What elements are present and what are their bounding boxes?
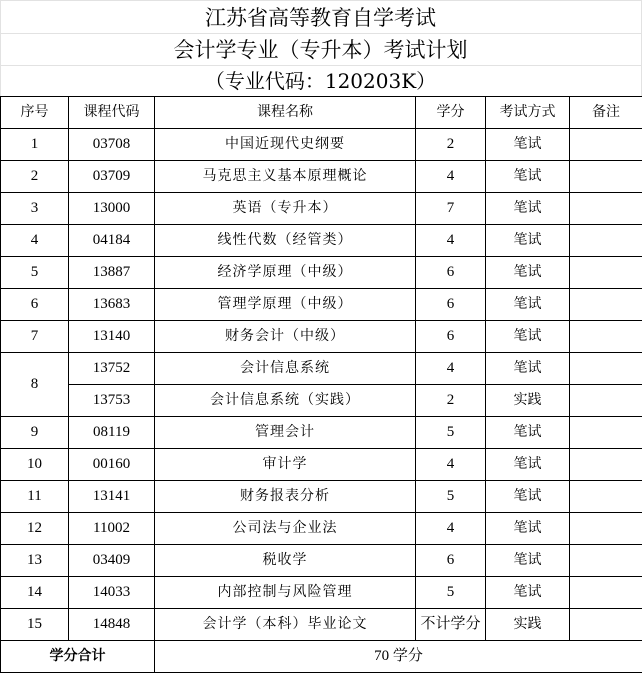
course-code: 00160 <box>69 449 155 481</box>
course-credit: 4 <box>416 161 486 193</box>
table-row <box>1 193 642 225</box>
course-name: 会计信息系统 <box>155 353 416 385</box>
course-name: 英语（专升本） <box>155 193 416 225</box>
total-row <box>1 641 642 673</box>
course-name: 财务报表分析 <box>155 481 416 513</box>
header-no: 序号 <box>1 97 69 129</box>
exam-method: 实践 <box>486 609 570 641</box>
remark-cell <box>570 193 642 225</box>
course-code: 13141 <box>69 481 155 513</box>
course-code: 13683 <box>69 289 155 321</box>
table-row <box>1 161 642 193</box>
table-row <box>1 129 642 161</box>
course-credit: 6 <box>416 545 486 577</box>
row-no: 6 <box>1 289 69 321</box>
course-name: 审计学 <box>155 449 416 481</box>
exam-method: 笔试 <box>486 481 570 513</box>
table-row <box>1 417 642 449</box>
table-row <box>1 353 642 385</box>
remark-cell <box>570 513 642 545</box>
table-header-row <box>1 97 642 129</box>
row-no: 7 <box>1 321 69 353</box>
course-credit: 4 <box>416 353 486 385</box>
table-row <box>1 449 642 481</box>
remark-cell <box>570 353 642 385</box>
exam-method: 实践 <box>486 385 570 417</box>
exam-method: 笔试 <box>486 225 570 257</box>
exam-plan-table <box>0 96 642 673</box>
exam-method: 笔试 <box>486 545 570 577</box>
exam-method: 笔试 <box>486 129 570 161</box>
course-credit: 4 <box>416 225 486 257</box>
course-code: 14033 <box>69 577 155 609</box>
remark-cell <box>570 225 642 257</box>
course-code: 11002 <box>69 513 155 545</box>
course-code: 13887 <box>69 257 155 289</box>
grid-line <box>0 0 642 1</box>
row-no: 2 <box>1 161 69 193</box>
course-code: 13000 <box>69 193 155 225</box>
course-name: 会计学（本科）毕业论文 <box>155 609 416 641</box>
remark-cell <box>570 385 642 417</box>
course-name: 管理会计 <box>155 417 416 449</box>
row-no: 11 <box>1 481 69 513</box>
row-no: 12 <box>1 513 69 545</box>
row-no: 10 <box>1 449 69 481</box>
course-credit: 不计学分 <box>416 609 486 641</box>
document-title: 江苏省高等教育自学考试 <box>205 6 436 30</box>
course-name: 管理学原理（中级） <box>155 289 416 321</box>
course-credit: 2 <box>416 129 486 161</box>
total-credits-value: 70 学分 <box>155 641 642 673</box>
course-credit: 5 <box>416 417 486 449</box>
course-credit: 4 <box>416 449 486 481</box>
remark-cell <box>570 129 642 161</box>
course-name: 税收学 <box>155 545 416 577</box>
table-row <box>1 257 642 289</box>
course-credit: 7 <box>416 193 486 225</box>
row-no: 15 <box>1 609 69 641</box>
course-credit: 4 <box>416 513 486 545</box>
row-no: 5 <box>1 257 69 289</box>
table-row <box>1 513 642 545</box>
course-code: 08119 <box>69 417 155 449</box>
remark-cell <box>570 161 642 193</box>
header-remark: 备注 <box>570 97 642 129</box>
exam-method: 笔试 <box>486 449 570 481</box>
table-row <box>1 609 642 641</box>
course-code: 04184 <box>69 225 155 257</box>
remark-cell <box>570 545 642 577</box>
row-no: 4 <box>1 225 69 257</box>
table-row <box>1 385 642 417</box>
table-row <box>1 545 642 577</box>
exam-method: 笔试 <box>486 161 570 193</box>
row-no: 1 <box>1 129 69 161</box>
course-name: 会计信息系统（实践） <box>155 385 416 417</box>
grid-line <box>0 33 642 34</box>
header-credit: 学分 <box>416 97 486 129</box>
row-no: 8 <box>1 353 69 417</box>
table-row <box>1 481 642 513</box>
row-no: 13 <box>1 545 69 577</box>
course-name: 经济学原理（中级） <box>155 257 416 289</box>
header-code: 课程代码 <box>69 97 155 129</box>
row-no: 9 <box>1 417 69 449</box>
remark-cell <box>570 289 642 321</box>
course-code: 13753 <box>69 385 155 417</box>
course-code: 13752 <box>69 353 155 385</box>
course-credit: 6 <box>416 257 486 289</box>
exam-method: 笔试 <box>486 321 570 353</box>
grid-line <box>0 0 1 96</box>
exam-method: 笔试 <box>486 577 570 609</box>
exam-method: 笔试 <box>486 353 570 385</box>
exam-method: 笔试 <box>486 513 570 545</box>
course-code: 14848 <box>69 609 155 641</box>
course-name: 中国近现代史纲要 <box>155 129 416 161</box>
total-credits-label: 学分合计 <box>1 641 155 673</box>
row-no: 14 <box>1 577 69 609</box>
course-code: 03708 <box>69 129 155 161</box>
table-row <box>1 289 642 321</box>
course-name: 马克思主义基本原理概论 <box>155 161 416 193</box>
header-method: 考试方式 <box>486 97 570 129</box>
remark-cell <box>570 417 642 449</box>
course-code: 13140 <box>69 321 155 353</box>
remark-cell <box>570 481 642 513</box>
grid-line <box>0 65 642 66</box>
table-row <box>1 225 642 257</box>
document-subtitle: 会计学专业（专升本）考试计划 <box>173 38 468 62</box>
course-name: 内部控制与风险管理 <box>155 577 416 609</box>
course-code: 03709 <box>69 161 155 193</box>
exam-method: 笔试 <box>486 257 570 289</box>
course-name: 公司法与企业法 <box>155 513 416 545</box>
course-credit: 2 <box>416 385 486 417</box>
row-no: 3 <box>1 193 69 225</box>
course-credit: 5 <box>416 577 486 609</box>
remark-cell <box>570 321 642 353</box>
major-code: （专业代码：120203K） <box>204 69 437 93</box>
course-name: 财务会计（中级） <box>155 321 416 353</box>
exam-method: 笔试 <box>486 289 570 321</box>
course-code: 03409 <box>69 545 155 577</box>
table-row <box>1 577 642 609</box>
remark-cell <box>570 449 642 481</box>
table-row <box>1 321 642 353</box>
remark-cell <box>570 257 642 289</box>
remark-cell <box>570 609 642 641</box>
exam-method: 笔试 <box>486 193 570 225</box>
course-name: 线性代数（经管类） <box>155 225 416 257</box>
course-credit: 6 <box>416 321 486 353</box>
course-credit: 6 <box>416 289 486 321</box>
header-name: 课程名称 <box>155 97 416 129</box>
exam-method: 笔试 <box>486 417 570 449</box>
course-credit: 5 <box>416 481 486 513</box>
remark-cell <box>570 577 642 609</box>
